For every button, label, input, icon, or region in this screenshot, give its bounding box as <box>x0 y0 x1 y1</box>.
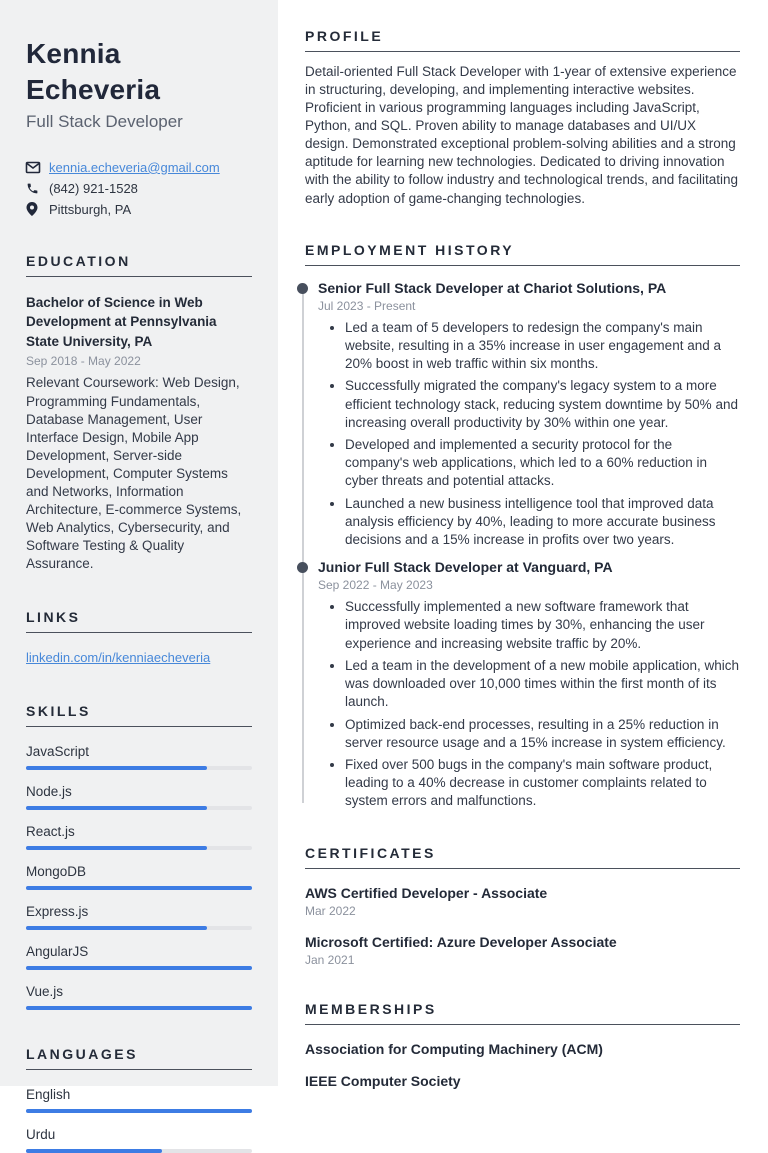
timeline-dot-icon <box>297 562 308 573</box>
skill-item <box>26 864 252 890</box>
education-dates: Sep 2018 - May 2022 <box>26 354 141 369</box>
skills-heading: SKILLS <box>26 703 252 727</box>
skill-bar-fill <box>26 846 207 850</box>
person-job-title: Full Stack Developer <box>26 111 183 131</box>
main-column <box>278 0 768 1089</box>
language-bar-fill <box>26 1149 162 1153</box>
language-item <box>26 1087 252 1113</box>
certificate-title: AWS Certified Developer - Associate <box>305 884 548 901</box>
job-entry <box>318 559 740 810</box>
education-degree: Bachelor of Science in Web Development at Pennsylvania State University, PA <box>26 294 217 349</box>
education-description: Relevant Coursework: Web Design, Programming Fundamentals, Database Management, User Interface Design, Mobile App Development, Server-side Development, Computer Systems and Networks, Information Architecture, E-commerce Systems, Web Analytics, Cybersecurity, and Software Testing & Quality Assurance. <box>26 375 242 572</box>
memberships-section <box>305 1001 740 1089</box>
certificate-item <box>305 934 740 967</box>
job-bullet: • Developed and implemented a security protocol for the company's web applications, which led to a 60% reduction in cyber threats and potential attacks. <box>345 436 740 491</box>
skill-bar-track <box>26 886 252 890</box>
skill-label: Vue.js <box>26 984 64 1000</box>
skill-item <box>26 944 252 970</box>
skill-bar-track <box>26 966 252 970</box>
skill-item <box>26 744 252 770</box>
skill-item <box>26 824 252 850</box>
job-bullet-list <box>318 598 740 810</box>
skill-bar-track <box>26 926 252 930</box>
skill-bar-fill <box>26 766 207 770</box>
membership-item: IEEE Computer Society <box>305 1072 461 1089</box>
job-entry <box>318 280 740 550</box>
education-section <box>26 253 252 574</box>
skill-bar-track <box>26 1006 252 1010</box>
certificate-date: Mar 2022 <box>305 903 356 918</box>
skill-label: Node.js <box>26 784 72 800</box>
language-bar-track <box>26 1109 252 1113</box>
skill-bar-fill <box>26 1006 252 1010</box>
phone-icon <box>26 181 40 195</box>
profile-text: Detail-oriented Full Stack Developer with 1-year of extensive experience in structuring, developing, and implementing interactive websites. Proficient in various programming languages including JavaScript, Python, and SQL. Proven ability to manage databases and UI/UX design. Demonstrated exceptional problem-solving abilities and a strong aptitude for learning new technologies. Dedicated to driving innovation with the ability to follow industry and technological trends, and facilitating early adoption of game-changing technologies. <box>305 64 738 206</box>
certificate-date: Jan 2021 <box>305 952 355 967</box>
skills-section <box>26 703 252 1010</box>
job-bullet: • Led a team of 5 developers to redesign the company's main website, resulting in a 35% increase in user engagement and a 20% boost in web traffic within six months. <box>345 319 740 374</box>
skill-bar-fill <box>26 966 252 970</box>
skill-label: AngularJS <box>26 944 89 960</box>
skill-label: React.js <box>26 824 75 840</box>
phone-number: (842) 921-1528 <box>49 180 138 196</box>
job-bullet: • Launched a new business intelligence tool that improved data analysis efficiency by 40%, leading to more accurate business decisions and a 15% increase in profits over two years. <box>345 495 740 550</box>
employment-heading: EMPLOYMENT HISTORY <box>305 242 740 266</box>
links-section <box>26 609 252 667</box>
certificates-section <box>305 845 740 967</box>
profile-section <box>305 28 740 208</box>
skill-label: Express.js <box>26 904 89 920</box>
certificate-title: Microsoft Certified: Azure Developer Associate <box>305 933 617 950</box>
location-text: Pittsburgh, PA <box>49 201 132 217</box>
language-label: English <box>26 1087 71 1103</box>
skill-bar-fill <box>26 886 252 890</box>
contact-email-row <box>26 160 252 175</box>
skill-item <box>26 984 252 1010</box>
job-bullet-list <box>318 319 740 550</box>
education-heading: EDUCATION <box>26 253 252 277</box>
skill-bar-track <box>26 766 252 770</box>
skill-label: MongoDB <box>26 864 87 880</box>
email-icon <box>26 160 40 174</box>
language-bar-fill <box>26 1109 252 1113</box>
memberships-heading: MEMBERSHIPS <box>305 1001 740 1025</box>
job-bullet: • Fixed over 500 bugs in the company's main software product, leading to a 40% decrease in customer complaints related to system errors and malfunctions. <box>345 756 740 811</box>
languages-section <box>26 1046 252 1153</box>
skill-bar-fill <box>26 806 207 810</box>
person-name: Kennia Echeveria <box>26 38 161 106</box>
employment-section <box>305 242 740 811</box>
job-bullet: • Optimized back-end processes, resulting in a 25% reduction in server resource usage and a 15% increase in system efficiency. <box>345 716 740 752</box>
linkedin-link[interactable]: linkedin.com/in/kenniaecheveria <box>26 650 211 666</box>
timeline-dot-icon <box>297 283 308 294</box>
language-item <box>26 1127 252 1153</box>
contact-location-row <box>26 202 252 217</box>
job-dates: Jul 2023 - Present <box>318 298 416 313</box>
location-pin-icon <box>26 202 40 216</box>
job-bullet: • Successfully migrated the company's legacy system to a more efficient technology stack, reducing system downtime by 50% and increasing overall productivity by 30% within one year. <box>345 377 740 432</box>
sidebar <box>0 0 278 1143</box>
contact-block <box>26 160 252 217</box>
certificates-heading: CERTIFICATES <box>305 845 740 869</box>
skill-bar-track <box>26 806 252 810</box>
job-bullet: • Led a team in the development of a new mobile application, which was downloaded over 10,000 times within the first month of its launch. <box>345 657 740 712</box>
skill-item <box>26 904 252 930</box>
job-bullet: • Successfully implemented a new software framework that improved website loading times by 30%, enhancing the user experience and increasing website traffic by 20%. <box>345 598 740 653</box>
job-title: Junior Full Stack Developer at Vanguard, PA <box>318 559 740 575</box>
job-dates: Sep 2022 - May 2023 <box>318 578 433 593</box>
skill-bar-fill <box>26 926 207 930</box>
links-heading: LINKS <box>26 609 252 633</box>
timeline-line <box>302 288 304 803</box>
employment-timeline <box>302 280 740 811</box>
languages-heading: LANGUAGES <box>26 1046 252 1070</box>
certificate-item <box>305 885 740 918</box>
language-bar-track <box>26 1149 252 1153</box>
email-link[interactable]: kennia.echeveria@gmail.com <box>49 159 220 175</box>
job-title: Senior Full Stack Developer at Chariot Solutions, PA <box>318 280 740 296</box>
contact-phone-row <box>26 181 252 196</box>
language-label: Urdu <box>26 1127 56 1143</box>
skill-item <box>26 784 252 810</box>
membership-item: Association for Computing Machinery (ACM) <box>305 1040 603 1057</box>
skill-bar-track <box>26 846 252 850</box>
profile-heading: PROFILE <box>305 28 740 52</box>
skill-label: JavaScript <box>26 744 90 760</box>
